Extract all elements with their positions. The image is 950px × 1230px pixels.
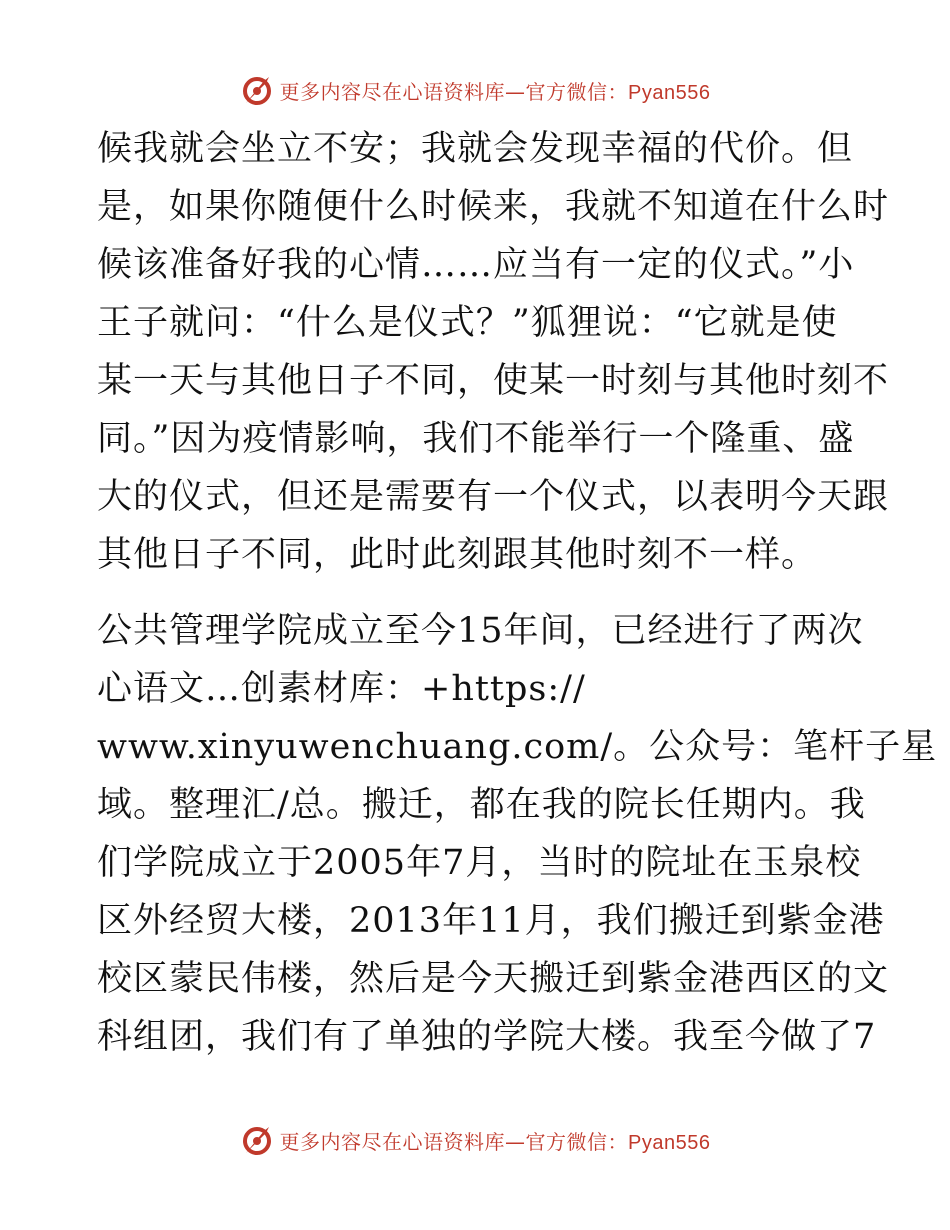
footer-watermark	[0, 1120, 950, 1160]
paragraph	[97, 602, 938, 1066]
brand-logo-icon	[240, 73, 274, 107]
text-line: 是，如果你随便什么时候来，我就不知道在什么时	[97, 187, 890, 227]
text-line: 王子就问：“什么是仪式？”狐狸说：“它就是使	[97, 303, 838, 343]
banner-handle: Pyan556	[628, 81, 711, 104]
text-line: 科组团，我们有了单独的学院大楼。我至今做了7	[97, 1017, 877, 1057]
text-line: 同。”因为疫情影响，我们不能举行一个隆重、盛	[97, 419, 855, 459]
banner-text: 更多内容尽在心语资料库—官方微信：	[279, 1129, 629, 1154]
text-line: www.xinyuwenchuang.com/。公众号：笔杆子星	[97, 727, 938, 767]
text-line: 校区蒙民伟楼，然后是今天搬迁到紫金港西区的文	[97, 959, 890, 999]
text-line: 候该准备好我的心情……应当有一定的仪式。”小	[97, 245, 855, 285]
banner-text: 更多内容尽在心语资料库—官方微信：	[279, 79, 629, 104]
text-line: 大的仪式，但还是需要有一个仪式，以表明今天跟	[97, 477, 890, 517]
text-line: 域。整理汇/总。搬迁，都在我的院长任期内。我	[97, 785, 866, 825]
text-line: 心语文…创素材库：+https://	[97, 669, 586, 709]
text-line: 们学院成立于2005年7月，当时的院址在玉泉校	[97, 843, 862, 883]
paragraph-gap	[97, 584, 857, 602]
text-line: 区外经贸大楼，2013年11月，我们搬迁到紫金港	[97, 901, 885, 941]
paragraph	[97, 120, 890, 584]
text-line: 候我就会坐立不安；我就会发现幸福的代价。但	[97, 129, 854, 169]
text-line: 某一天与其他日子不同，使某一时刻与其他时刻不	[97, 361, 890, 401]
brand-logo-icon	[240, 1123, 274, 1157]
text-line: 公共管理学院成立至今15年间，已经进行了两次	[97, 611, 864, 651]
document-body	[97, 120, 938, 1066]
banner-handle: Pyan556	[628, 1131, 711, 1154]
header-watermark	[0, 70, 950, 110]
text-line: 其他日子不同，此时此刻跟其他时刻不一样。	[97, 535, 818, 575]
